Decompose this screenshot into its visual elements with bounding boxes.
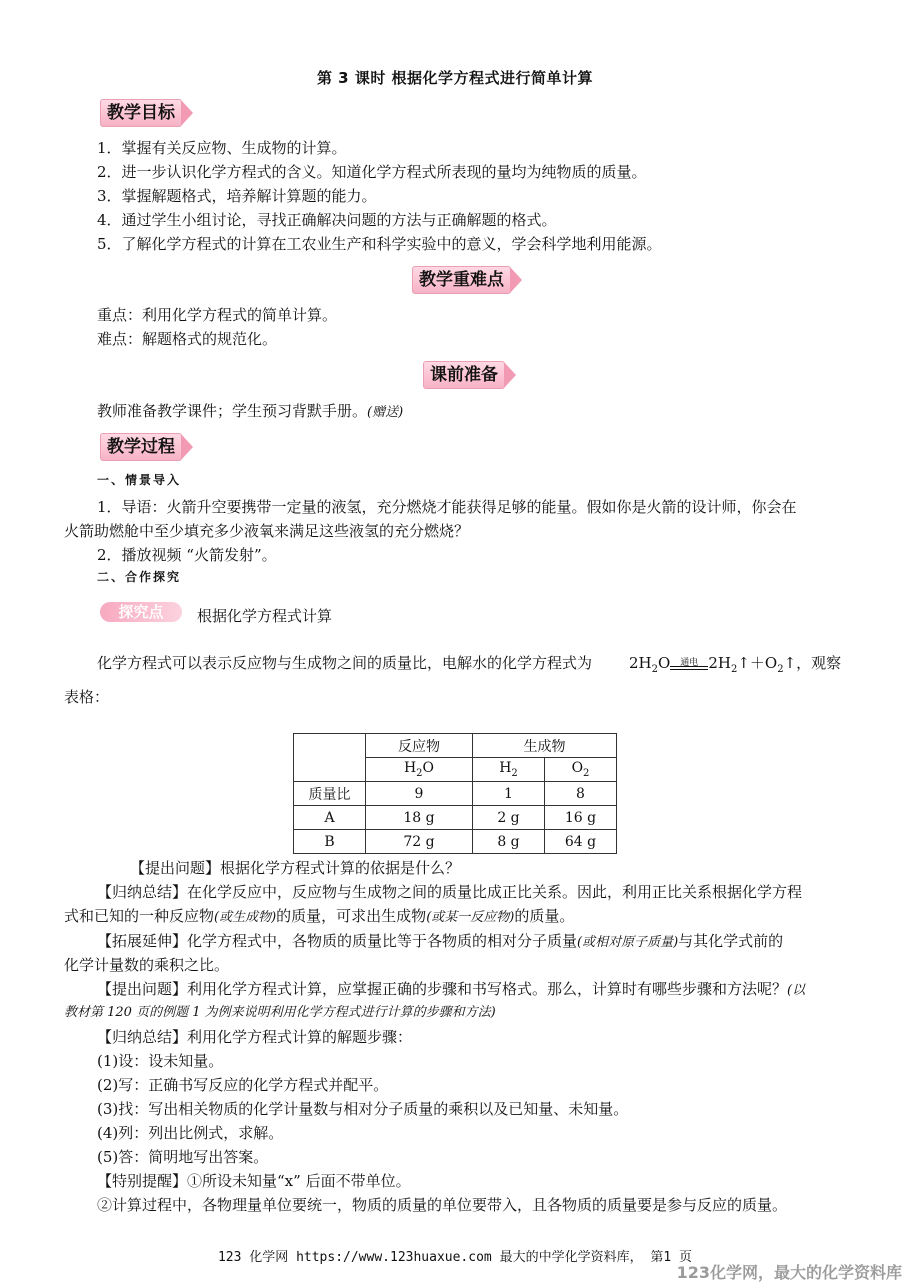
equation-text: 化学方程式可以表示反应物与生成物之间的质量比，电解水的化学方程式为 xyxy=(97,654,593,672)
text-note: (以 xyxy=(787,983,806,998)
text-note: (或相对原子质量) xyxy=(577,935,679,950)
section-label: 课前准备 xyxy=(423,361,505,389)
text-part: 的质量，可求出生成物 xyxy=(276,907,427,925)
text-part: 【拓展延伸】化学方程式中，各物质的质量比等于各物质的相对分子质量 xyxy=(97,932,578,950)
eq-condition: 通电 xyxy=(680,658,699,668)
eq-part: O xyxy=(658,654,671,672)
key-point: 重点：利用化学方程式的简单计算。 xyxy=(97,306,338,324)
eq-part: ，观察 xyxy=(796,654,842,672)
tip-line: ②计算过程中，各物理量单位要统一，物质的质量的单位要带入，且各物质的质量要是参与反应的质量。 xyxy=(97,1196,788,1214)
gas-arrow-icon: ↑ xyxy=(783,654,797,672)
step-item: (3)找：写出相关物质的化学计量数与相对分子质量的乘积以及已知量、未知量。 xyxy=(97,1100,629,1118)
text-note: (或生成物) xyxy=(214,910,277,925)
step-item: (5)答：简明地写出答案。 xyxy=(97,1148,269,1166)
extension-line xyxy=(97,929,783,955)
summary-line: 【归纳总结】在化学反应中，反应物与生成物之间的质量比成正比关系。因此，利用正比关系根据化学方程 xyxy=(97,883,803,901)
table-cell: A xyxy=(294,806,366,830)
table-cell: 9 xyxy=(366,782,473,806)
table-cell: 18 g xyxy=(366,806,473,830)
intro-line: 火箭助燃舱中至少填充多少液氧来满足这些液氢的充分燃烧？ xyxy=(64,522,470,540)
eq-part: 2H xyxy=(708,654,731,672)
section-label: 教学过程 xyxy=(100,433,182,461)
section-label: 教学目标 xyxy=(100,99,182,127)
question-line xyxy=(97,977,805,1003)
gas-arrow-icon: ↑ xyxy=(737,654,750,672)
goal-item: 5．了解化学方程式的计算在工农业生产和科学实验中的意义，学会科学地利用能源。 xyxy=(97,235,662,253)
difficult-point: 难点：解题格式的规范化。 xyxy=(97,330,278,348)
tansuo-title: 根据化学方程式计算 xyxy=(197,607,333,625)
summary-line: 【归纳总结】利用化学方程式计算的解题步骤： xyxy=(97,1028,413,1046)
table-cell: 72 g xyxy=(366,830,473,854)
part-title: 二、合作探究 xyxy=(97,570,182,584)
table-subheader xyxy=(545,758,617,782)
eq-sub: 2 xyxy=(777,664,784,675)
formula-part: O xyxy=(571,760,584,777)
tansuo-badge: 探究点 xyxy=(100,602,182,622)
banner-arrow-icon xyxy=(510,267,522,293)
section-banner-goals xyxy=(100,100,193,126)
eq-sub: 2 xyxy=(730,664,738,675)
text-part: 与其化学式前的 xyxy=(678,932,784,950)
section-banner-prep xyxy=(423,362,516,388)
eq-part: ＋O xyxy=(749,654,778,672)
table-cell: 质量比 xyxy=(294,782,366,806)
prep-text xyxy=(97,399,403,425)
formula-part: H xyxy=(403,760,417,777)
table-header: 生成物 xyxy=(473,734,617,758)
table-subheader xyxy=(473,758,545,782)
step-item: (1)设：设未知量。 xyxy=(97,1052,224,1070)
table-corner xyxy=(294,734,366,782)
table-row xyxy=(294,806,617,830)
text-part: 的质量。 xyxy=(514,907,575,925)
table-cell: 1 xyxy=(473,782,545,806)
table-subheader xyxy=(366,758,473,782)
table-cell: 64 g xyxy=(545,830,617,854)
equation-line2: 表格： xyxy=(64,688,110,706)
goal-item: 4．通过学生小组讨论，寻找正确解决问题的方法与正确解题的格式。 xyxy=(97,211,557,229)
table-cell: 16 g xyxy=(545,806,617,830)
intro-line: 1．导语：火箭升空要携带一定量的液氢，充分燃烧才能获得足够的能量。假如你是火箭的设计师，你会在 xyxy=(97,498,797,516)
chemical-equation xyxy=(629,651,841,682)
tip-line: 【特别提醒】①所设未知量“x” 后面不带单位。 xyxy=(97,1172,411,1190)
prep-note: (赠送) xyxy=(367,405,404,420)
watermark: 123化学网，最大的化学资料库 xyxy=(676,1263,902,1282)
goal-item: 1．掌握有关反应物、生成物的计算。 xyxy=(97,139,347,157)
extension-line: 化学计量数的乘积之比。 xyxy=(64,956,230,974)
table-header: 反应物 xyxy=(366,734,473,758)
text-part: 【提出问题】利用化学方程式计算，应掌握正确的步骤和书写格式。那么，计算时有哪些步骤和方法呢？ xyxy=(97,980,788,998)
intro-line: 2．播放视频 “火箭发射”。 xyxy=(97,546,277,564)
page-title: 第 3 课时 根据化学方程式进行简单计算 xyxy=(316,69,594,87)
formula-sub: 2 xyxy=(583,767,590,779)
text-part: 式和已知的一种反应物 xyxy=(64,907,215,925)
eq-part: 2H xyxy=(629,654,652,672)
banner-arrow-icon xyxy=(504,362,516,388)
eq-sub: 2 xyxy=(651,664,658,675)
step-item: (2)写：正确书写反应的化学方程式并配平。 xyxy=(97,1076,389,1094)
step-item: (4)列：列出比例式，求解。 xyxy=(97,1124,284,1142)
banner-arrow-icon xyxy=(181,100,193,126)
goal-item: 3．掌握解题格式，培养解计算题的能力。 xyxy=(97,187,377,205)
formula-part: O xyxy=(422,760,435,777)
table-row xyxy=(294,830,617,854)
summary-line xyxy=(64,904,574,930)
table-cell: 8 xyxy=(545,782,617,806)
question-line: 【提出问题】根据化学方程式计算的依据是什么？ xyxy=(130,859,461,877)
section-banner-process xyxy=(100,434,193,460)
goal-item: 2．进一步认识化学方程式的含义。知道化学方程式所表现的量均为纯物质的质量。 xyxy=(97,163,647,181)
part-title: 一、情景导入 xyxy=(97,473,182,487)
table-row xyxy=(294,782,617,806)
eq-condition-arrow xyxy=(670,657,708,671)
section-label: 教学重难点 xyxy=(412,266,511,294)
table-cell: B xyxy=(294,830,366,854)
formula-sub: 2 xyxy=(416,767,423,779)
question-note: 教材第 120 页的例题 1 为例来说明利用化学方程式进行计算的步骤和方法) xyxy=(64,1005,496,1020)
formula-sub: 2 xyxy=(511,767,518,779)
table-cell: 8 g xyxy=(473,830,545,854)
mass-ratio-table xyxy=(293,733,617,854)
banner-arrow-icon xyxy=(181,434,193,460)
table-cell: 2 g xyxy=(473,806,545,830)
text-note: (或某一反应物) xyxy=(426,910,515,925)
section-banner-keypoints xyxy=(412,267,522,293)
prep-main: 教师准备教学课件；学生预习背默手册。 xyxy=(97,402,368,420)
page-footer: 123 化学网 https://www.123huaxue.com 最大的中学化学资料库， 第1 页 xyxy=(217,1250,693,1265)
formula-part: H xyxy=(499,760,512,777)
